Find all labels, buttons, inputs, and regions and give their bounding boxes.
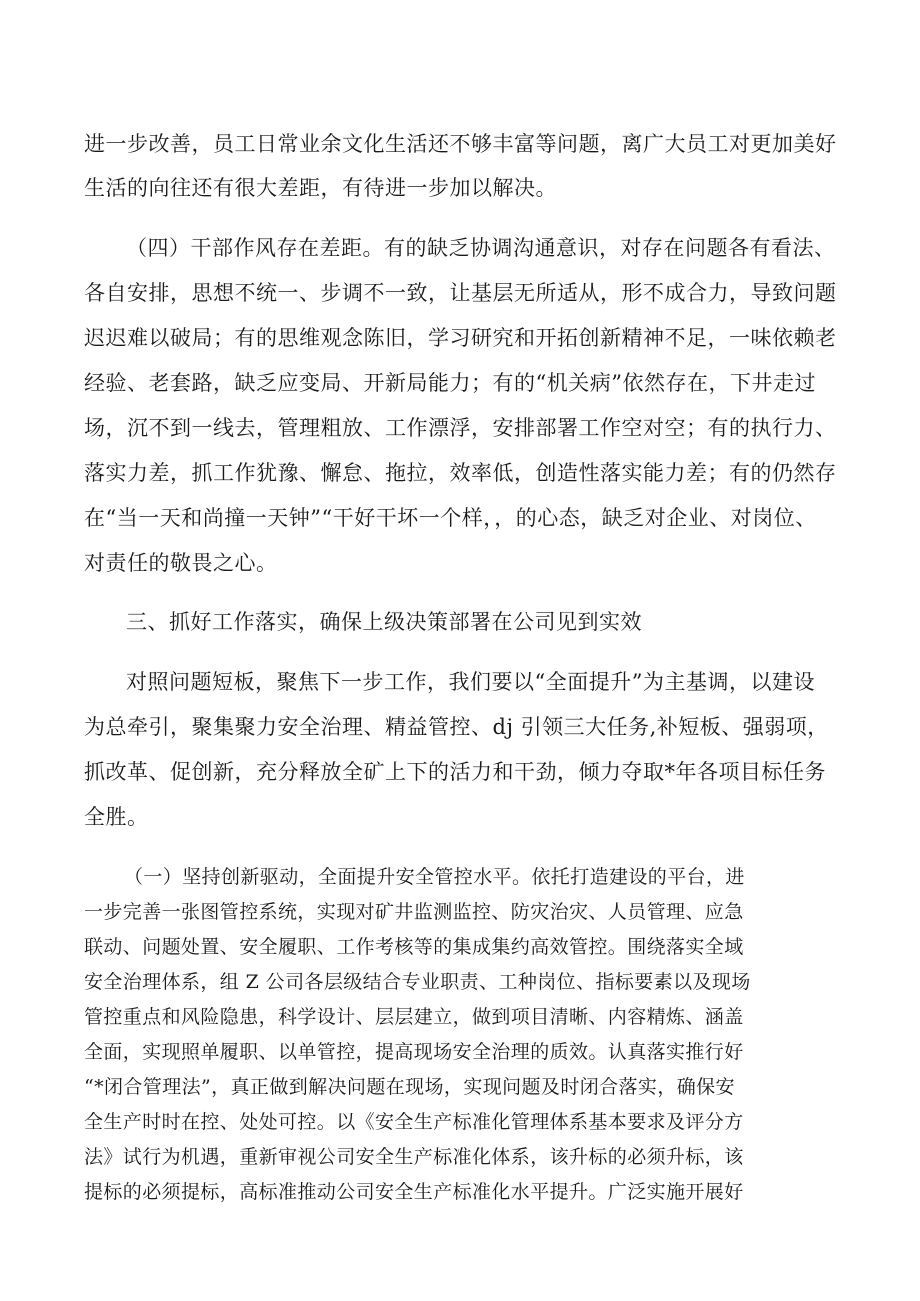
- text-line: 一步完善一张图管控系统，实现对矿井监测监控、防灾治灾、人员管理、应急: [84, 901, 744, 923]
- text-line: 经验、老套路，缺乏应变局、开新局能力；有的“机关病”依然存在，下井走过: [84, 371, 816, 395]
- text-line: 全生产时时在控、处处可控。以《安全生产标准化管理体系基本要求及评分方: [84, 1111, 744, 1133]
- text-line: 迟迟难以破局；有的思维观念陈旧，学习研究和开拓创新精神不足，一味依赖老: [84, 326, 837, 350]
- subsection-heading: （四）干部作风存在差距。有的缺乏协调沟通意识，对存在问题各有看法、: [126, 236, 836, 260]
- text-line: 落实力差，抓工作犹豫、懈怠、拖拉，效率低，创造性落实能力差；有的仍然存: [84, 461, 837, 485]
- text-line: 全胜。: [84, 805, 149, 829]
- text-line: 全面，实现照单履职、以单管控，提高现场安全治理的质效。认真落实推行好: [84, 1041, 744, 1063]
- text-line: 进一步改善，员工日常业余文化生活还不够丰富等问题，离广大员工对更加美好: [84, 132, 837, 156]
- text-line: 联动、问题处置、安全履职、工作考核等的集成集约高效管控。围绕落实全域: [84, 936, 744, 958]
- text-line: 对责任的敬畏之心。: [84, 551, 278, 575]
- text-line: 各自安排，思想不统一、步调不一致，让基层无所适从，形不成合力，导致问题: [84, 281, 837, 305]
- text-line: 场，沉不到一线去，管理粗放、工作漂浮，安排部署工作空对空；有的执行力、: [84, 416, 837, 440]
- text-line: 为总牵引，聚集聚力安全治理、精益管控、dj 引领三大任务,补短板、强弱项，: [84, 715, 829, 739]
- text-line: 管控重点和风险隐患，科学设计、层层建立，做到项目清晰、内容精炼、涵盖: [84, 1006, 744, 1028]
- text-line: 提标的必须提标，高标准推动公司安全生产标准化水平提升。广泛实施开展好: [84, 1181, 744, 1203]
- text-line: “*闭合管理法”，真正做到解决问题在现场，实现问题及时闭合落实，确保安: [84, 1076, 735, 1098]
- text-line: 对照问题短板，聚焦下一步工作，我们要以“全面提升”为主基调，以建设: [126, 670, 815, 694]
- section-heading: 三、抓好工作落实，确保上级决策部署在公司见到实效: [126, 610, 642, 634]
- text-line: 安全治理体系，组 Z 公司各层级结合专业职责、工种岗位、指标要素以及现场: [84, 971, 751, 993]
- text-line: 生活的向往还有很大差距，有待进一步加以解决。: [84, 176, 557, 200]
- text-line: 抓改革、促创新，充分释放全矿上下的活力和干劲，倾力夺取*年各项目标任务: [84, 760, 826, 784]
- subsection-heading: （一）坚持创新驱动，全面提升安全管控水平。依托打造建设的平台，进: [124, 866, 745, 888]
- text-line: 法》试行为机遇，重新审视公司安全生产标准化体系，该升标的必须升标，该: [84, 1146, 744, 1168]
- text-line: 在“当一天和尚撞一天钟”“干好干坏一个样，，的心态，缺乏对企业、对岗位、: [84, 506, 817, 530]
